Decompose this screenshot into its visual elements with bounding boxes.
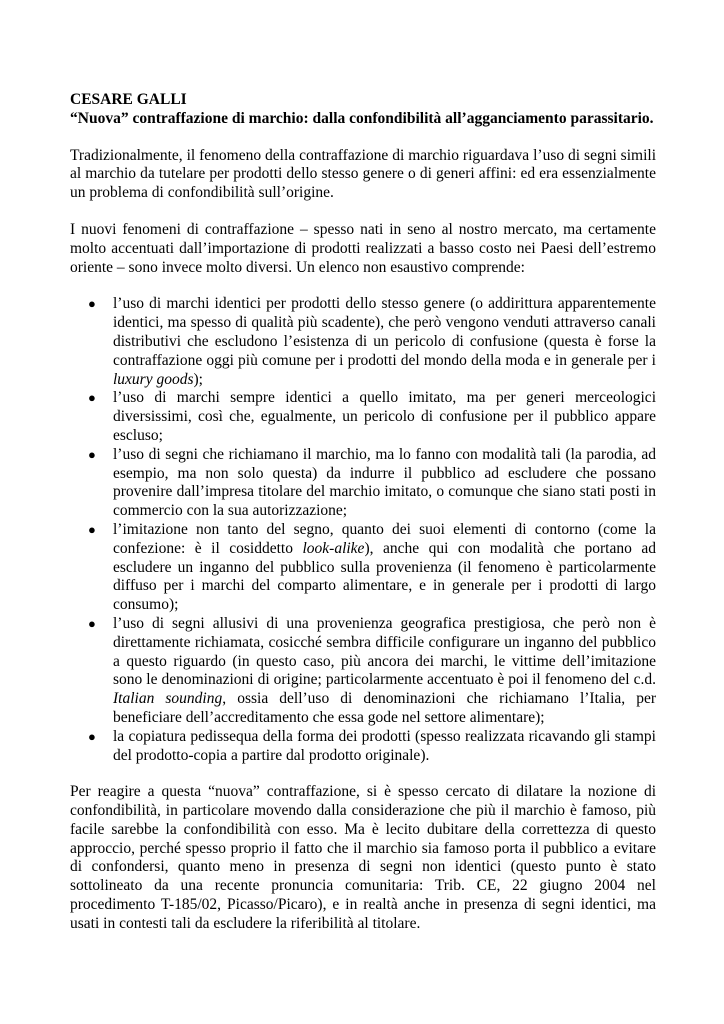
phenomena-list xyxy=(70,295,656,765)
bullet-icon: ● xyxy=(88,728,96,744)
list-item xyxy=(70,295,656,389)
list-item xyxy=(70,389,656,445)
list-item-text: l’uso di marchi sempre identici a quello imitato, ma per generi merceologici diversissimi, così che, egualmente, un pericolo di confusione per il pubblico appare escluso; xyxy=(113,389,656,444)
bullet-icon: ● xyxy=(88,521,96,537)
list-item-italic: look-alike xyxy=(302,539,365,557)
list-item-italic: Italian sounding xyxy=(113,690,223,708)
list-item xyxy=(70,615,656,728)
phenomena-paragraph: I nuovi fenomeni di contraffazione – spesso nati in seno al nostro mercato, ma certamente molto accentuati dall’importazione di prodotti realizzati a basso costo nei Paesi dell’estremo oriente – sono invece molto diversi. Un elenco non esaustivo comprende: xyxy=(70,220,656,276)
list-item xyxy=(70,521,656,615)
bullet-icon: ● xyxy=(88,446,96,462)
closing-paragraph: Per reagire a questa “nuova” contraffazione, si è spesso cercato di dilatare la nozione di confondibilità, in particolare movendo dalla considerazione che più il marchio è famoso, più facile sarebbe la confondibilità con esso. Ma è lecito dubitare della correttezza di questo approccio, perché spesso proprio il fatto che il marchio sia famoso porta il pubblico a evitare di confondersi, quanto meno in presenza di segni non identici (questo punto è stato sottolineato da una recente pronuncia comunitaria: Trib. CE, 22 giugno 2004 nel procedimento T-185/02, Picasso/Picaro), e in realtà anche in presenza di segni identici, ma usati in contesti tali da escludere la riferibilità al titolare. xyxy=(70,783,656,932)
list-item-text-end: ), anche qui con modalità che portano ad escludere un inganno del pubblico sulla provenienza (il fenomeno è particolarmente diffuso per i marchi del comparto alimentare, e in generale per i prodotti di largo consumo); xyxy=(113,539,656,614)
list-item-text: l’uso di marchi identici per prodotti dello stesso genere (o addirittura apparentemente identici, ma spesso di qualità più scadente), che però vengono venduti attraverso canali distributivi che escludono l’esistenza di un pericolo di confusione (questa è forse la contraffazione oggi più comune per i prodotti del mondo della moda e in generale per i xyxy=(113,295,656,369)
document-page xyxy=(70,91,656,952)
list-item-text: l’uso di segni che richiamano il marchio, ma lo fanno con modalità tali (la parodia, ad esempio, ma non solo questa) da indurre il pubblico ad escludere che possano provenire dall’impresa titolare del marchio imitato, o comunque che siano stati posti in commercio con la sua autorizzazione; xyxy=(113,445,656,520)
list-item-text-end: ); xyxy=(193,370,203,388)
bullet-icon: ● xyxy=(88,390,96,406)
intro-paragraph: Tradizionalmente, il fenomeno della contraffazione di marchio riguardava l’uso di segni simili al marchio da tutelare per prodotti dello stesso genere o di generi affini: ed era essenzialmente un problema di confondibilità sull’origine. xyxy=(70,146,656,202)
author-name: CESARE GALLI xyxy=(70,91,187,108)
list-item-text: l’imitazione non tanto del segno, quanto dei suoi elementi di contorno (come la confezione: è il cosiddetto xyxy=(113,520,656,557)
bullet-icon: ● xyxy=(88,296,96,312)
list-item-text-end: , ossia dell’uso di denominazioni che richiamano l’Italia, per beneficiare dell’accreditamento che essa gode nel settore alimentare); xyxy=(113,690,657,726)
list-item xyxy=(70,446,656,521)
article-title: “Nuova” contraffazione di marchio: dalla confondibilità all’agganciamento parassitario. xyxy=(70,109,654,127)
list-item-italic: luxury goods xyxy=(113,370,194,388)
bullet-icon: ● xyxy=(88,615,96,631)
list-item-text: la copiatura pedissequa della forma dei prodotti (spesso realizzata ricavando gli stampi del prodotto-copia a partire dal prodotto originale). xyxy=(113,727,656,764)
list-item xyxy=(70,728,656,766)
list-item-text: l’uso di segni allusivi di una provenienza geografica prestigiosa, che però non è direttamente richiamata, cosicché sembra difficile configurare un inganno del pubblico a questo riguardo (in questo caso, più ancora dei marchi, le vittime dell’imitazione sono le denominazioni di origine; particolarmente accentuato è poi il fenomeno del c.d. xyxy=(113,614,656,689)
